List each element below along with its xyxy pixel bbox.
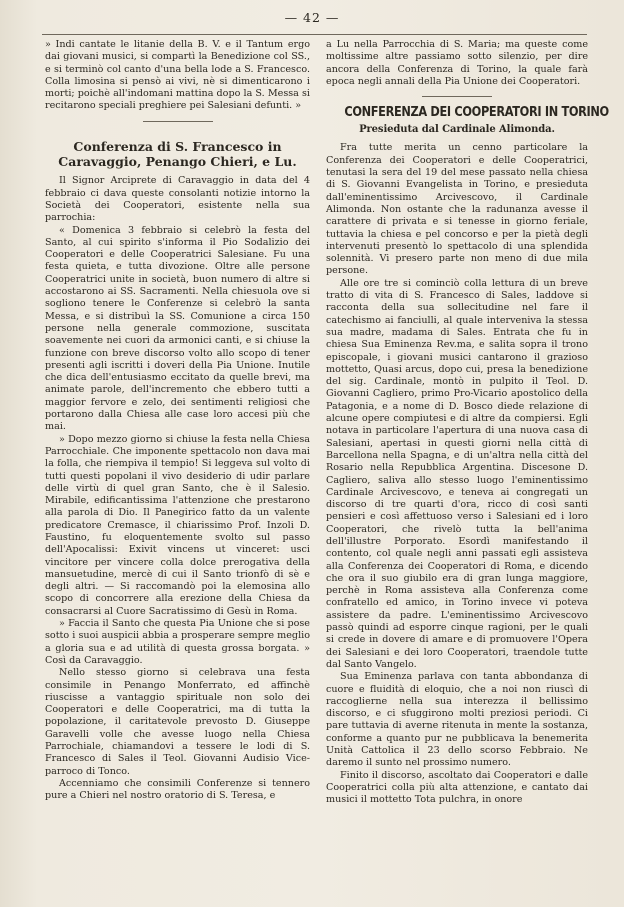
left-column: [45, 39, 310, 803]
right-intro-paragraph: a Lu nella Parrocchia di S. Maria; ma queste come moltissime altre passiamo sotto silenzio, per dire ancora della Conferenza di Torino, la quale farà epoca negli annali della Pia Unione dei Cooperatori.: [326, 39, 588, 87]
left-intro-paragraph: » Indi cantate le litanie della B. V. e il Tantum ergo dai giovani musici, si compartì la Benedizione col SS., e si terminò col canto d'una bella lode a S. Francesco. Colla limosina si pensò ai vivi, nè si dimenticarono i morti; poichè all'indomani mattina dopo la S. Messa si recitarono speciali preghiere pei Salesiani defunti. »: [45, 39, 310, 112]
right-paragraph-3: Sua Eminenza parlava con tanta abbondanza di cuore e fluidità di eloquio, che a noi non riuscì di raccoglierne nella sua interezza il bellissimo discorso, e ci sfuggirono molti preziosi periodi. Ci pare tuttavia di averne ritenuta in mente la sostanza, conforme a quanto pur ne pubblicava la benemerita Unità Cattolica il 23 dello scorso Febbraio. Ne daremo il sunto nel prossimo numero.: [326, 671, 588, 769]
right-column: [326, 39, 609, 807]
header-rule: [42, 34, 587, 35]
right-paragraph-1: Fra tutte merita un cenno particolare la Conferenza dei Cooperatori e delle Cooperatrici, tenutasi la sera del 19 del mese passato nella chiesa di S. Giovanni Evangelista in Torino, e presieduta dall'eminentissimo Arcivescovo, il Cardinale Alimonda. Non ostante che la radunanza avesse il carattere di privata e si tenesse in giorno feriale, tuttavia la chiesa e pel concorso e per la pietà degli intervenuti presentò lo spettacolo di una splendida solennità. Vi presero parte non meno di due mila persone.: [326, 142, 588, 277]
left-paragraph-5: Nello stesso giorno si celebrava una festa consimile in Penango Monferrato, ed affinchè riuscisse a vantaggio spirituale non solo dei Cooperatori e delle Cooperatrici, ma di tutta la popolazione, il caritatevole prevosto D. Giuseppe Garavelli volle che avesse luogo nella Chiesa Parrochiale, chiamandovi a tessere le lodi di S. Francesco di Sales il Teol. Giovanni Audisio Vice-parroco di Tonco.: [45, 667, 310, 777]
right-paragraph-2: Alle ore tre si cominciò colla lettura di un breve tratto di vita di S. Francesco di Sales, laddove si racconta della sua sollecitudine nel fare il catechismo ai fanciulli, al quale interveniva la stessa sua madre, madama di Sales. Entrata che fu in chiesa Sua Eminenza Rev.ma, e salita sopra il trono episcopale, i giovani musici cantarono il grazioso mottetto, Quasi arcus, dopo cui, presa la benedizione del sig. Cardinale, montò in pulpito il Teol. D. Giovanni Cagliero, primo Pro-Vicario apostolico della Patagonia, e a nome di D. Bosco diede relazione di alcune opere compiutesi e di altre da compiersi. Egli notava in particolare l'apertura di una nuova casa di Salesiani, apertasi in questi giorni nella città di Barcellona nella Spagna, e di un'altra nella città del Rosario nella Repubblica Argentina. Discesone D. Cagliero, saliva allo stesso luogo l'eminentissimo Cardinale Arcivescovo, e teneva ai congregati un discorso di tre quarti d'ora, ricco di così santi pensieri e così affettuoso verso i Salesiani ed i loro Cooperatori, che rivelò tutta la bell'anima dell'illustre Porporato. Esordì manifestando il contento, col quale negli anni passati egli assisteva alla Conferenza dei Cooperatori di Roma, e dicendo che ora il suo giubilo era di gran lunga maggiore, perchè in Roma assisteva alla Conferenza come confratello ed amico, in Torino invece vi poteva assistere da padre. L'eminentissimo Arcivescovo passò quindi ad esporre cinque ragioni, per le quali si crede in dovere di amare e di promuovere l'Opera dei Salesiani e dei loro Cooperatori, traendole tutte dal Santo Vangelo.: [326, 277, 588, 670]
right-separator: [422, 96, 492, 97]
page-number: — 42 —: [284, 10, 340, 25]
left-paragraph-3: » Dopo mezzo giorno si chiuse la festa nella Chiesa Parrocchiale. Che imponente spettacolo non dava mai la folla, che riempiva il tempio! Si leggeva sul volto di tutti questi popolani il vivo desiderio di udir parlare delle virtù di quel gran Santo, che è il Salesio. Mirabile, edificantissima l'attenzione che prestarono alla parola di Dio. Il Panegirico fatto da un valente predicatore Cremasce, il chiarissimo Prof. Inzoli D. Faustino, fu eloquentemente svolto sul passo dell'Apocalissi: Exivit vincens ut vinceret: usci vincitore per vincere colla dolce prerogativa della mansuetudine, mercè di cui il Santo trionfò di sè e degli altri. — Si raccomandò poi la elemosina allo scopo di concorrere alla erezione della Chiesa da consacrarsi al Cuore Sacratissimo di Gesù in Roma.: [45, 433, 310, 617]
left-paragraph-1: Il Signor Arciprete di Caravaggio in data del 4 febbraio ci dava queste consolanti notizie intorno la Società dei Cooperatori, esistente nella sua parrochia:: [45, 175, 310, 224]
section-subtitle-torino: Presieduta dal Cardinale Alimonda.: [359, 124, 555, 136]
left-paragraph-6: Accenniamo che consimili Conferenze si tennero pure a Chieri nel nostro oratorio di S. Teresa, e: [45, 777, 310, 802]
left-separator: [143, 121, 213, 122]
section-title-torino: CONFERENZA DEI COOPERATORI IN TORINO: [344, 105, 609, 121]
left-paragraph-4: » Faccia il Santo che questa Pia Unione che si pose sotto i suoi auspicii abbia a prosperare sempre meglio a gloria sua e ad utilità di questa grossa borgata. » Così da Caravaggio.: [45, 618, 310, 666]
right-paragraph-4: Finito il discorso, ascoltato dai Cooperatori e dalle Cooperatrici colla più alta attenzione, e cantato dai musici il mottetto Tota pulchra, in onore: [326, 769, 588, 806]
left-paragraph-2: « Domenica 3 febbraio si celebrò la festa del Santo, al cui spirito s'informa il Pio Sodalizio dei Cooperatori e delle Cooperatrici Salesiane. Fu una festa quieta, e tutta divozione. Oltre alle persone Cooperatrici unite in società, buon numero di altre si accostarono ai SS. Sacramenti. Nella chiesuola ove si sogliono tenere le Conferenze si celebrò la santa Messa, e si distribuì la SS. Comunione a circa 150 persone nella generale commozione, suscitata soavemente nei cuori da armonici canti, e si chiuse la funzione con breve discorso volto allo scopo di tener presenti agli iscritti i doveri della Pia Unione. Inutile che dica dell'entusiasmo eccitato da quelle brevi, ma animate parole, dell'incremento che ebbero tutti a maggior fervore e zelo, dei sentimenti religiosi che portarono dalla Chiesa alle case loro accesi più che mai.: [45, 224, 310, 433]
section-title-caravaggio: Conferenza di S. Francesco in Caravaggio, Penango Chieri, e Lu.: [58, 138, 297, 169]
